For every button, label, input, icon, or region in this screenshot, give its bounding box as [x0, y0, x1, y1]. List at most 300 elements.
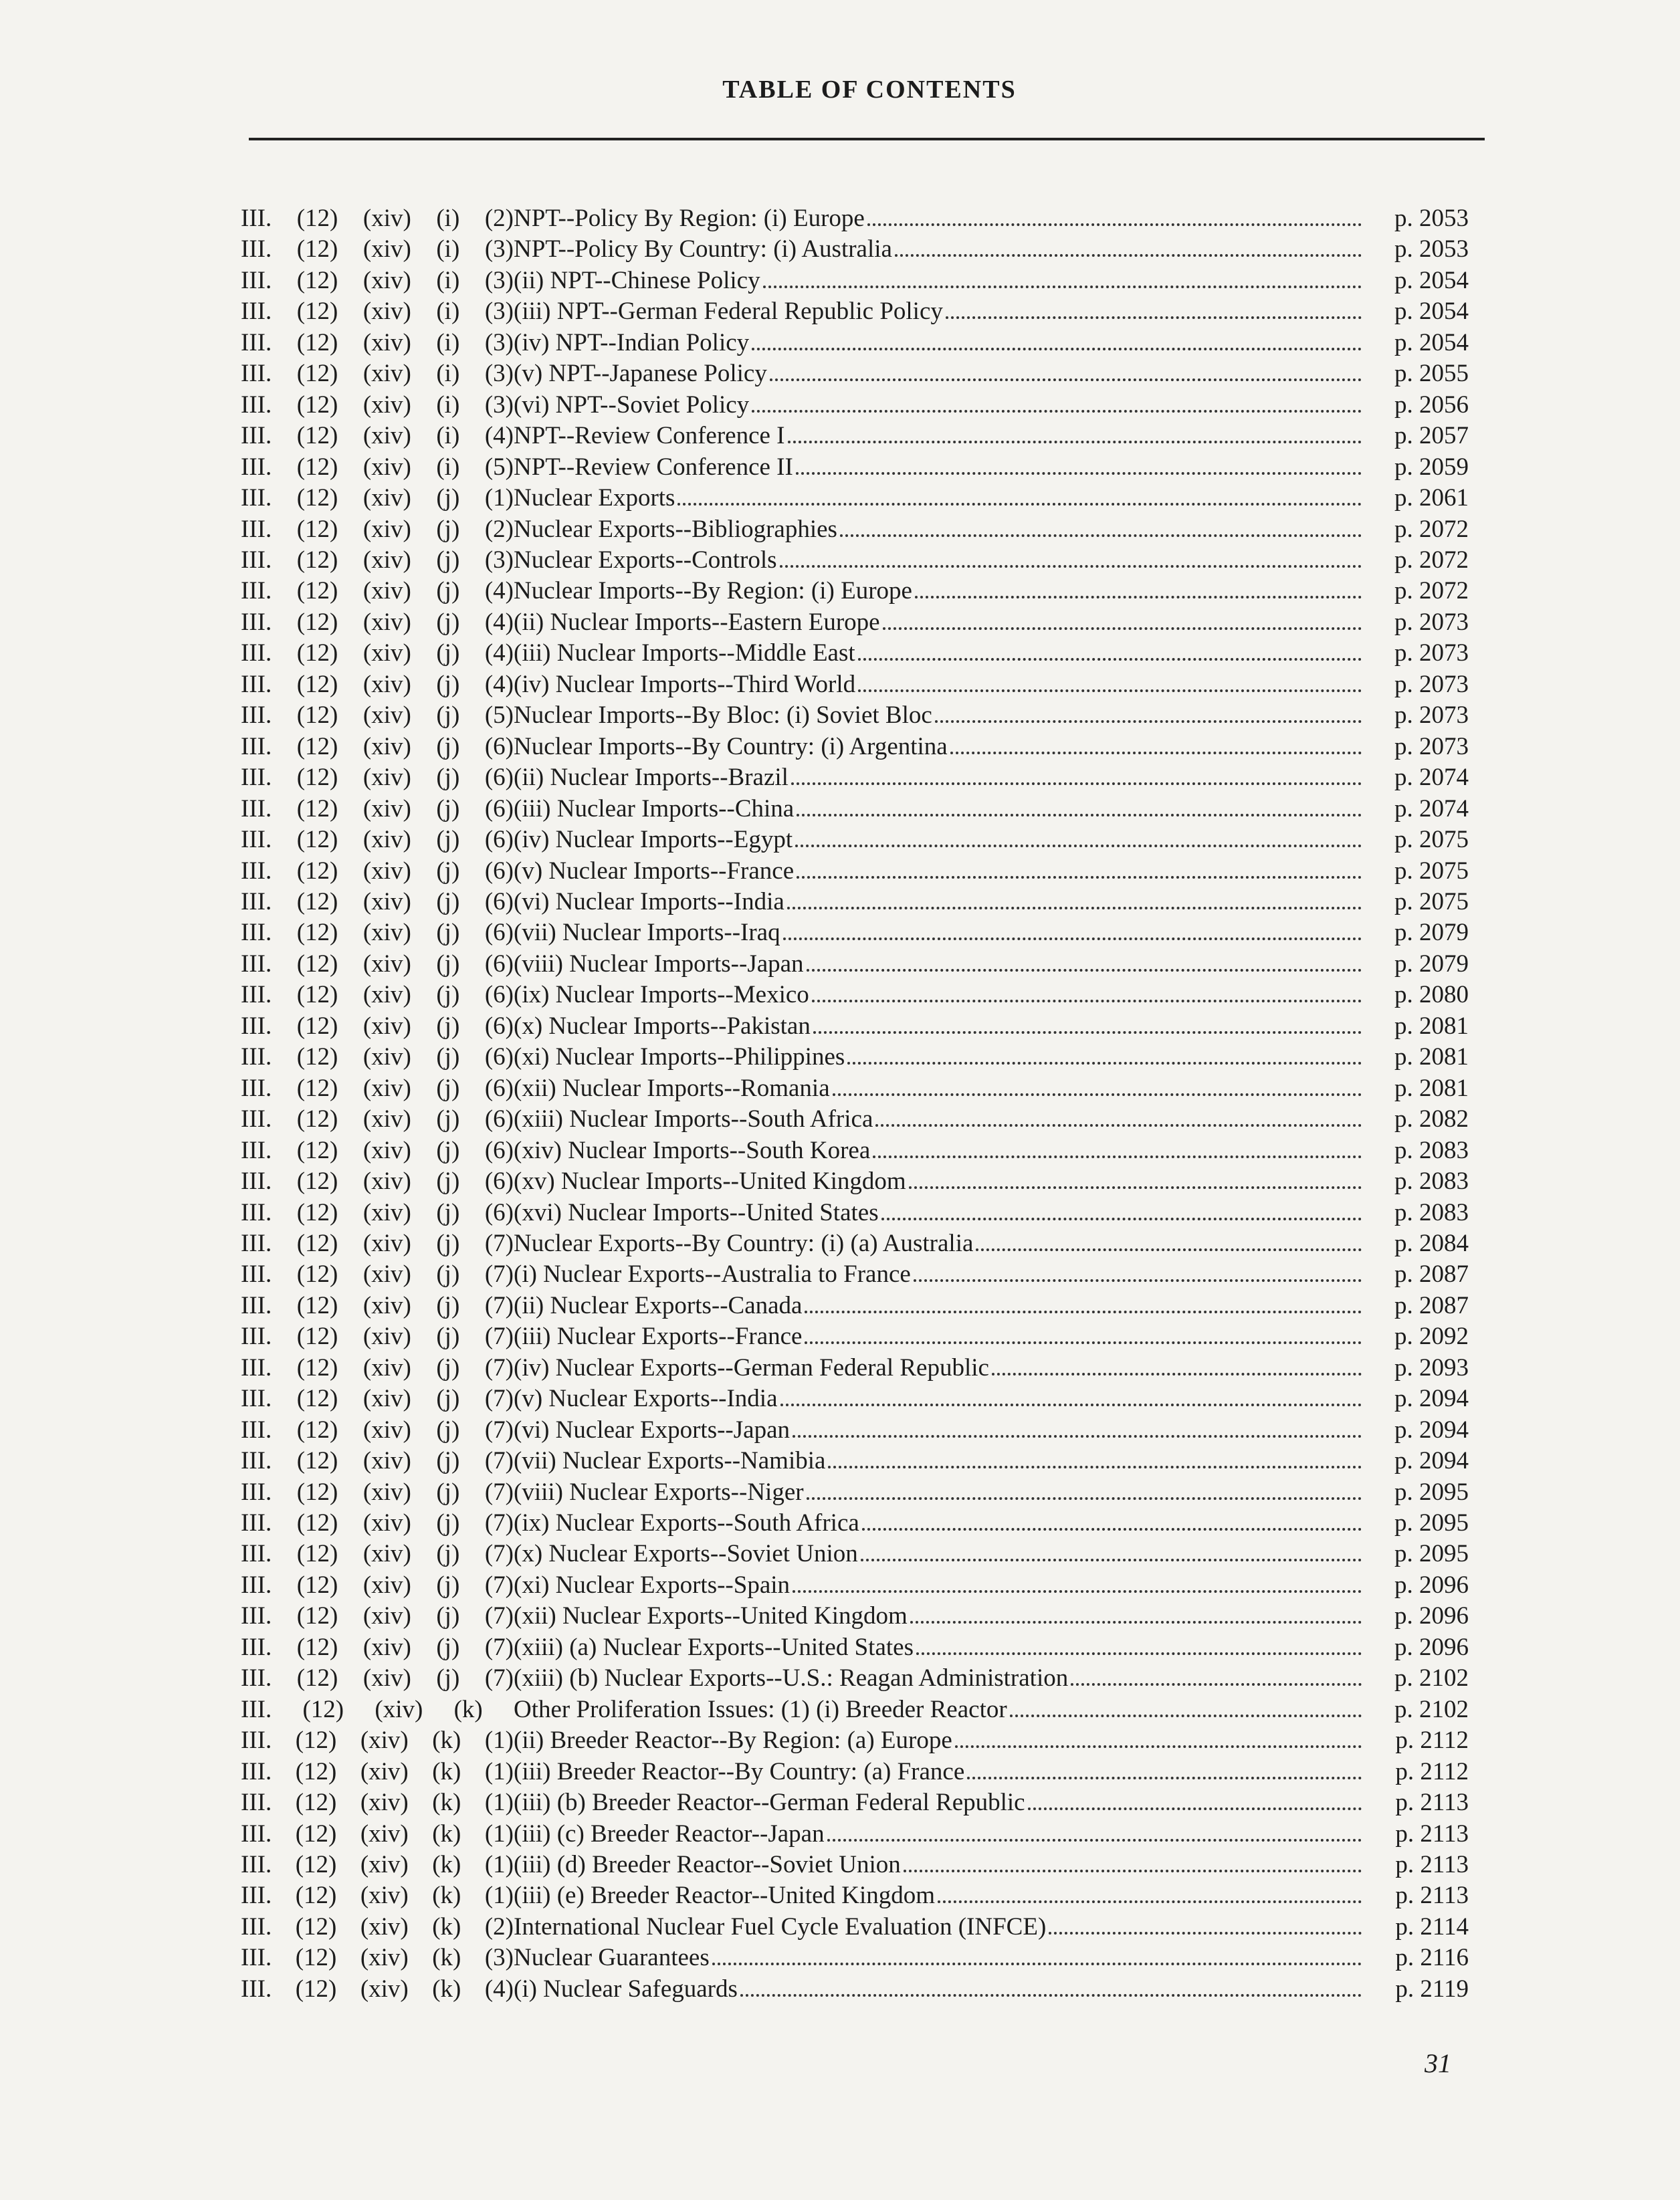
entry-sub: (xiv) — [362, 794, 411, 822]
entry-part: III. — [241, 826, 272, 854]
entry-part: III. — [241, 235, 272, 263]
entry-num: (12) — [296, 1478, 338, 1506]
entry-title: (i) Nuclear Exports--Australia to France — [514, 1260, 911, 1289]
entry-num: (12) — [296, 919, 338, 947]
entry-idx: (6) — [484, 1105, 514, 1133]
entry-num: (12) — [295, 1727, 337, 1755]
entry-part: III. — [241, 857, 272, 885]
dot-leader — [787, 907, 1362, 909]
entry-idx: (1) — [484, 1757, 514, 1785]
table-of-contents — [241, 205, 1469, 2003]
entry-letter: (k) — [432, 1851, 461, 1879]
entry-prefix — [241, 453, 514, 481]
entry-num: (12) — [296, 1168, 338, 1196]
entry-page: p. 2079 — [1394, 950, 1469, 978]
dot-leader — [807, 969, 1362, 972]
entry-num: (12) — [296, 1416, 338, 1444]
entry-num: (12) — [296, 1447, 338, 1475]
entry-idx: (2) — [484, 205, 514, 232]
entry-title: Nuclear Imports--By Country: (i) Argentina — [514, 732, 948, 760]
entry-page: p. 2059 — [1394, 453, 1469, 481]
entry-idx: (7) — [484, 1260, 514, 1289]
toc-entry — [241, 1851, 1469, 1879]
entry-sub: (xiv) — [362, 950, 411, 978]
toc-entry — [241, 484, 1469, 512]
entry-letter: (j) — [436, 577, 460, 605]
entry-letter: (j) — [436, 546, 460, 574]
entry-idx: (7) — [484, 1323, 514, 1351]
dot-leader — [881, 1218, 1362, 1220]
entry-title: (xii) Nuclear Exports--United Kingdom — [514, 1602, 908, 1630]
entry-prefix — [241, 329, 514, 357]
entry-part: III. — [241, 1820, 272, 1848]
entry-prefix — [241, 1323, 514, 1351]
dot-leader — [752, 348, 1362, 350]
toc-entry — [241, 1664, 1469, 1692]
entry-part: III. — [241, 577, 272, 605]
dot-leader — [1049, 1932, 1362, 1935]
entry-sub: (xiv) — [362, 1012, 411, 1040]
entry-part: III. — [241, 1478, 272, 1506]
entry-letter: (j) — [436, 826, 460, 854]
entry-prefix — [241, 1789, 514, 1817]
entry-title: (iii) Nuclear Imports--Middle East — [514, 639, 855, 667]
entry-num: (12) — [295, 1944, 337, 1972]
entry-prefix — [241, 546, 514, 574]
entry-sub: (xiv) — [362, 453, 411, 481]
entry-sub: (xiv) — [362, 732, 411, 760]
entry-prefix — [241, 1944, 514, 1972]
entry-prefix — [241, 1758, 514, 1786]
entry-part: III. — [241, 1727, 272, 1755]
toc-entry — [241, 950, 1469, 978]
entry-sub: (xiv) — [360, 1912, 409, 1941]
toc-entry — [241, 1012, 1469, 1040]
dot-leader — [862, 1528, 1362, 1531]
entry-idx: (1) — [484, 1727, 514, 1755]
entry-sub: (xiv) — [362, 1198, 411, 1226]
entry-sub: (xiv) — [362, 1353, 411, 1382]
entry-sub: (xiv) — [362, 1323, 411, 1351]
entry-page: p. 2054 — [1394, 328, 1469, 356]
entry-title: (iii) Nuclear Exports--France — [514, 1323, 803, 1351]
entry-prefix — [241, 360, 514, 388]
entry-prefix — [241, 1168, 514, 1196]
entry-letter: (j) — [436, 919, 460, 947]
entry-sub: (xiv) — [362, 484, 411, 512]
entry-title: (xiii) Nuclear Imports--South Africa — [514, 1105, 873, 1133]
entry-num: (12) — [302, 1695, 344, 1723]
entry-page: p. 2073 — [1394, 732, 1469, 760]
toc-entry — [241, 1975, 1469, 2003]
entry-page: p. 2093 — [1394, 1353, 1469, 1382]
entry-prefix — [241, 1385, 514, 1413]
toc-entry — [241, 235, 1469, 263]
entry-letter: (i) — [436, 360, 460, 388]
entry-letter: (i) — [436, 328, 460, 356]
entry-letter: (i) — [436, 235, 460, 263]
entry-num: (12) — [295, 1851, 337, 1879]
entry-part: III. — [241, 732, 272, 760]
entry-sub: (xiv) — [362, 1043, 411, 1071]
entry-letter: (j) — [436, 1664, 460, 1692]
entry-num: (12) — [296, 794, 338, 822]
entry-prefix — [241, 1478, 514, 1507]
entry-letter: (j) — [436, 981, 460, 1009]
dot-leader — [797, 814, 1362, 816]
entry-letter: (k) — [432, 1820, 461, 1848]
entry-letter: (j) — [436, 1416, 460, 1444]
entry-sub: (xiv) — [362, 1540, 411, 1568]
entry-page: p. 2116 — [1395, 1944, 1469, 1972]
entry-idx: (3) — [484, 235, 514, 263]
entry-sub: (xiv) — [362, 266, 411, 294]
entry-sub: (xiv) — [360, 1851, 409, 1879]
entry-idx: (3) — [484, 391, 514, 419]
entry-num: (12) — [296, 484, 338, 512]
dot-leader — [812, 1000, 1362, 1002]
entry-idx: (7) — [484, 1353, 514, 1382]
entry-title: (v) NPT--Japanese Policy — [514, 360, 767, 388]
dot-leader — [805, 1311, 1362, 1313]
entry-part: III. — [241, 639, 272, 667]
entry-page: p. 2083 — [1394, 1198, 1469, 1226]
entry-title: (vi) NPT--Soviet Policy — [514, 391, 750, 419]
entry-page: p. 2095 — [1394, 1540, 1469, 1568]
entry-num: (12) — [296, 1043, 338, 1071]
toc-entry — [241, 1882, 1469, 1910]
entry-title: NPT--Policy By Region: (i) Europe — [514, 205, 865, 232]
entry-part: III. — [241, 1198, 272, 1226]
entry-title: Nuclear Guarantees — [514, 1944, 710, 1972]
entry-prefix — [241, 577, 514, 605]
entry-idx: (4) — [484, 1975, 514, 2003]
entry-title: (i) Nuclear Safeguards — [514, 1975, 738, 2003]
entry-sub: (xiv) — [362, 608, 411, 636]
entry-page: p. 2073 — [1394, 639, 1469, 667]
entry-sub: (xiv) — [375, 1695, 423, 1723]
toc-entry — [241, 1634, 1469, 1662]
entry-sub: (xiv) — [362, 1602, 411, 1630]
entry-part: III. — [241, 484, 272, 512]
entry-idx: (7) — [484, 1571, 514, 1599]
entry-title: (xiii) (a) Nuclear Exports--United States — [514, 1633, 914, 1661]
entry-sub: (xiv) — [362, 670, 411, 698]
entry-part: III. — [241, 701, 272, 730]
entry-sub: (xiv) — [362, 546, 411, 574]
dot-leader — [783, 938, 1362, 940]
entry-title: Other Proliferation Issues: (1) (i) Breeder Reactor — [514, 1695, 1007, 1723]
dot-leader — [895, 254, 1362, 257]
entry-title: (viii) Nuclear Imports--Japan — [514, 950, 804, 978]
entry-num: (12) — [296, 1509, 338, 1537]
entry-idx: (6) — [484, 981, 514, 1009]
dot-leader — [858, 658, 1362, 661]
toc-entry — [241, 888, 1469, 916]
entry-idx: (6) — [484, 1198, 514, 1226]
entry-sub: (xiv) — [360, 1727, 409, 1755]
entry-sub: (xiv) — [360, 1789, 409, 1817]
entry-part: III. — [241, 1323, 272, 1351]
entry-sub: (xiv) — [362, 1136, 411, 1164]
entry-prefix — [241, 1105, 514, 1133]
dot-leader — [950, 752, 1362, 754]
entry-sub: (xiv) — [362, 205, 411, 232]
entry-title: NPT--Review Conference II — [514, 453, 793, 481]
dot-leader — [992, 1373, 1362, 1376]
toc-entry — [241, 546, 1469, 574]
entry-page: p. 2072 — [1394, 546, 1469, 574]
entry-idx: (6) — [484, 950, 514, 978]
entry-idx: (6) — [484, 764, 514, 792]
entry-sub: (xiv) — [362, 1447, 411, 1475]
entry-part: III. — [241, 1664, 272, 1692]
entry-page: p. 2095 — [1394, 1478, 1469, 1506]
entry-title: (x) Nuclear Exports--Soviet Union — [514, 1540, 858, 1568]
entry-part: III. — [241, 1043, 272, 1071]
entry-page: p. 2080 — [1394, 981, 1469, 1009]
entry-page: p. 2087 — [1394, 1260, 1469, 1289]
toc-entry — [241, 764, 1469, 792]
toc-entry — [241, 577, 1469, 605]
entry-sub: (xiv) — [362, 360, 411, 388]
dot-leader — [1028, 1807, 1362, 1810]
toc-entry — [241, 1602, 1469, 1630]
toc-entry — [241, 1199, 1469, 1227]
toc-entry — [241, 1168, 1469, 1196]
entry-sub: (xiv) — [362, 1260, 411, 1289]
toc-entry — [241, 701, 1469, 730]
entry-page: p. 2096 — [1394, 1571, 1469, 1599]
entry-page: p. 2072 — [1394, 577, 1469, 605]
entry-title: (xii) Nuclear Imports--Romania — [514, 1074, 830, 1102]
entry-prefix — [241, 1820, 514, 1848]
entry-page: p. 2112 — [1395, 1727, 1469, 1755]
entry-part: III. — [241, 794, 272, 822]
entry-num: (12) — [296, 205, 338, 232]
entry-prefix — [241, 950, 514, 978]
entry-idx: (6) — [484, 1012, 514, 1040]
title-rule — [249, 138, 1485, 140]
entry-prefix — [241, 857, 514, 885]
entry-prefix — [241, 1509, 514, 1537]
entry-num: (12) — [296, 328, 338, 356]
entry-prefix — [241, 1230, 514, 1258]
entry-prefix — [241, 391, 514, 419]
entry-num: (12) — [296, 608, 338, 636]
toc-entry — [241, 1230, 1469, 1258]
entry-num: (12) — [296, 546, 338, 574]
toc-entry — [241, 1571, 1469, 1600]
entry-sub: (xiv) — [360, 1975, 409, 2003]
entry-letter: (j) — [436, 1105, 460, 1133]
entry-title: NPT--Review Conference I — [514, 422, 785, 450]
entry-page: p. 2075 — [1394, 857, 1469, 885]
entry-title: (ix) Nuclear Exports--South Africa — [514, 1509, 859, 1537]
entry-idx: (2) — [484, 515, 514, 543]
entry-title: (viii) Nuclear Exports--Niger — [514, 1478, 804, 1506]
entry-prefix — [241, 1012, 514, 1040]
entry-prefix — [241, 733, 514, 761]
entry-letter: (j) — [436, 887, 460, 915]
entry-part: III. — [241, 1633, 272, 1661]
entry-part: III. — [241, 453, 272, 481]
entry-page: p. 2061 — [1394, 484, 1469, 512]
entry-page: p. 2092 — [1394, 1323, 1469, 1351]
entry-idx: (2) — [484, 1912, 514, 1941]
entry-letter: (j) — [436, 732, 460, 760]
entry-letter: (k) — [432, 1757, 461, 1785]
entry-part: III. — [241, 205, 272, 232]
entry-page: p. 2081 — [1394, 1043, 1469, 1071]
entry-prefix — [241, 1727, 514, 1755]
entry-sub: (xiv) — [362, 1416, 411, 1444]
entry-part: III. — [241, 1291, 272, 1319]
entry-prefix — [241, 1416, 514, 1444]
entry-num: (12) — [296, 235, 338, 263]
toc-entry — [241, 1944, 1469, 1972]
entry-num: (12) — [296, 764, 338, 792]
entry-letter: (j) — [436, 1602, 460, 1630]
dot-leader — [914, 1279, 1362, 1282]
entry-sub: (xiv) — [362, 1385, 411, 1413]
entry-title: (iii) Nuclear Imports--China — [514, 794, 795, 822]
entry-num: (12) — [296, 1074, 338, 1102]
entry-page: p. 2074 — [1394, 794, 1469, 822]
entry-part: III. — [241, 1695, 272, 1723]
entry-num: (12) — [296, 1540, 338, 1568]
entry-page: p. 2073 — [1394, 608, 1469, 636]
dot-leader — [807, 1497, 1362, 1500]
entry-page: p. 2084 — [1394, 1229, 1469, 1257]
entry-letter: (i) — [436, 266, 460, 294]
entry-prefix — [241, 1696, 514, 1724]
entry-part: III. — [241, 298, 272, 326]
entry-idx: (6) — [484, 857, 514, 885]
entry-letter: (j) — [436, 794, 460, 822]
dot-leader — [840, 534, 1362, 537]
entry-num: (12) — [296, 670, 338, 698]
entry-sub: (xiv) — [362, 391, 411, 419]
entry-idx: (4) — [484, 608, 514, 636]
dot-leader — [780, 1404, 1362, 1406]
entry-prefix — [241, 1043, 514, 1071]
entry-title: International Nuclear Fuel Cycle Evaluation (INFCE) — [514, 1912, 1047, 1941]
entry-idx: (7) — [484, 1664, 514, 1692]
entry-page: p. 2087 — [1394, 1291, 1469, 1319]
entry-num: (12) — [296, 826, 338, 854]
entry-letter: (j) — [436, 1540, 460, 1568]
entry-part: III. — [241, 670, 272, 698]
entry-prefix — [241, 298, 514, 326]
toc-entry — [241, 1043, 1469, 1071]
entry-title: (vi) Nuclear Imports--India — [514, 887, 784, 915]
entry-prefix — [241, 795, 514, 823]
dot-leader — [955, 1745, 1362, 1748]
entry-sub: (xiv) — [362, 919, 411, 947]
entry-part: III. — [241, 1975, 272, 2003]
entry-idx: (6) — [484, 1043, 514, 1071]
entry-title: (ii) Nuclear Exports--Canada — [514, 1291, 803, 1319]
entry-letter: (j) — [436, 670, 460, 698]
dot-leader — [938, 1900, 1362, 1903]
entry-num: (12) — [296, 1198, 338, 1226]
entry-title: (iii) (d) Breeder Reactor--Soviet Union — [514, 1851, 901, 1879]
entry-num: (12) — [296, 1229, 338, 1257]
toc-entry — [241, 360, 1469, 388]
entry-sub: (xiv) — [360, 1882, 409, 1910]
entry-page: p. 2113 — [1395, 1851, 1469, 1879]
entry-part: III. — [241, 950, 272, 978]
entry-prefix — [241, 516, 514, 544]
entry-num: (12) — [295, 1820, 337, 1848]
entry-title: (v) Nuclear Imports--France — [514, 857, 795, 885]
entry-num: (12) — [296, 1571, 338, 1599]
page-title: TABLE OF CONTENTS — [722, 76, 1017, 104]
entry-num: (12) — [296, 1323, 338, 1351]
entry-idx: (4) — [484, 670, 514, 698]
entry-letter: (j) — [436, 1074, 460, 1102]
entry-prefix — [241, 764, 514, 792]
dot-leader — [904, 1870, 1362, 1872]
entry-title: Nuclear Imports--By Region: (i) Europe — [514, 577, 912, 605]
entry-idx: (3) — [484, 360, 514, 388]
dot-leader — [976, 1248, 1362, 1251]
entry-num: (12) — [296, 360, 338, 388]
entry-page: p. 2094 — [1394, 1416, 1469, 1444]
entry-page: p. 2074 — [1394, 764, 1469, 792]
entry-prefix — [241, 205, 514, 233]
entry-part: III. — [241, 360, 272, 388]
entry-title: (xiii) (b) Nuclear Exports--U.S.: Reagan Administration — [514, 1664, 1069, 1692]
entry-num: (12) — [295, 1789, 337, 1817]
entry-num: (12) — [296, 1260, 338, 1289]
entry-letter: (j) — [436, 701, 460, 730]
dot-leader — [909, 1186, 1362, 1189]
entry-letter: (k) — [453, 1695, 483, 1723]
entry-num: (12) — [295, 1882, 337, 1910]
dot-leader — [795, 845, 1362, 847]
entry-num: (12) — [296, 1136, 338, 1164]
dot-leader — [875, 1124, 1362, 1127]
entry-page: p. 2057 — [1394, 422, 1469, 450]
entry-sub: (xiv) — [362, 1168, 411, 1196]
entry-prefix — [241, 1075, 514, 1103]
entry-idx: (7) — [484, 1229, 514, 1257]
entry-prefix — [241, 701, 514, 730]
toc-entry — [241, 329, 1469, 357]
dot-leader — [910, 1621, 1362, 1624]
entry-num: (12) — [296, 1353, 338, 1382]
entry-page: p. 2113 — [1395, 1789, 1469, 1817]
entry-prefix — [241, 1913, 514, 1941]
entry-letter: (j) — [436, 950, 460, 978]
entry-num: (12) — [296, 298, 338, 326]
entry-letter: (j) — [436, 484, 460, 512]
entry-sub: (xiv) — [362, 235, 411, 263]
entry-part: III. — [241, 1074, 272, 1102]
entry-idx: (4) — [484, 577, 514, 605]
toc-entry — [241, 733, 1469, 761]
entry-part: III. — [241, 266, 272, 294]
entry-prefix — [241, 981, 514, 1009]
entry-part: III. — [241, 1882, 272, 1910]
entry-title: (v) Nuclear Exports--India — [514, 1385, 778, 1413]
entry-title: (ii) Nuclear Imports--Eastern Europe — [514, 608, 880, 636]
entry-num: (12) — [296, 577, 338, 605]
entry-letter: (j) — [436, 857, 460, 885]
entry-title: Nuclear Exports--Bibliographies — [514, 515, 837, 543]
